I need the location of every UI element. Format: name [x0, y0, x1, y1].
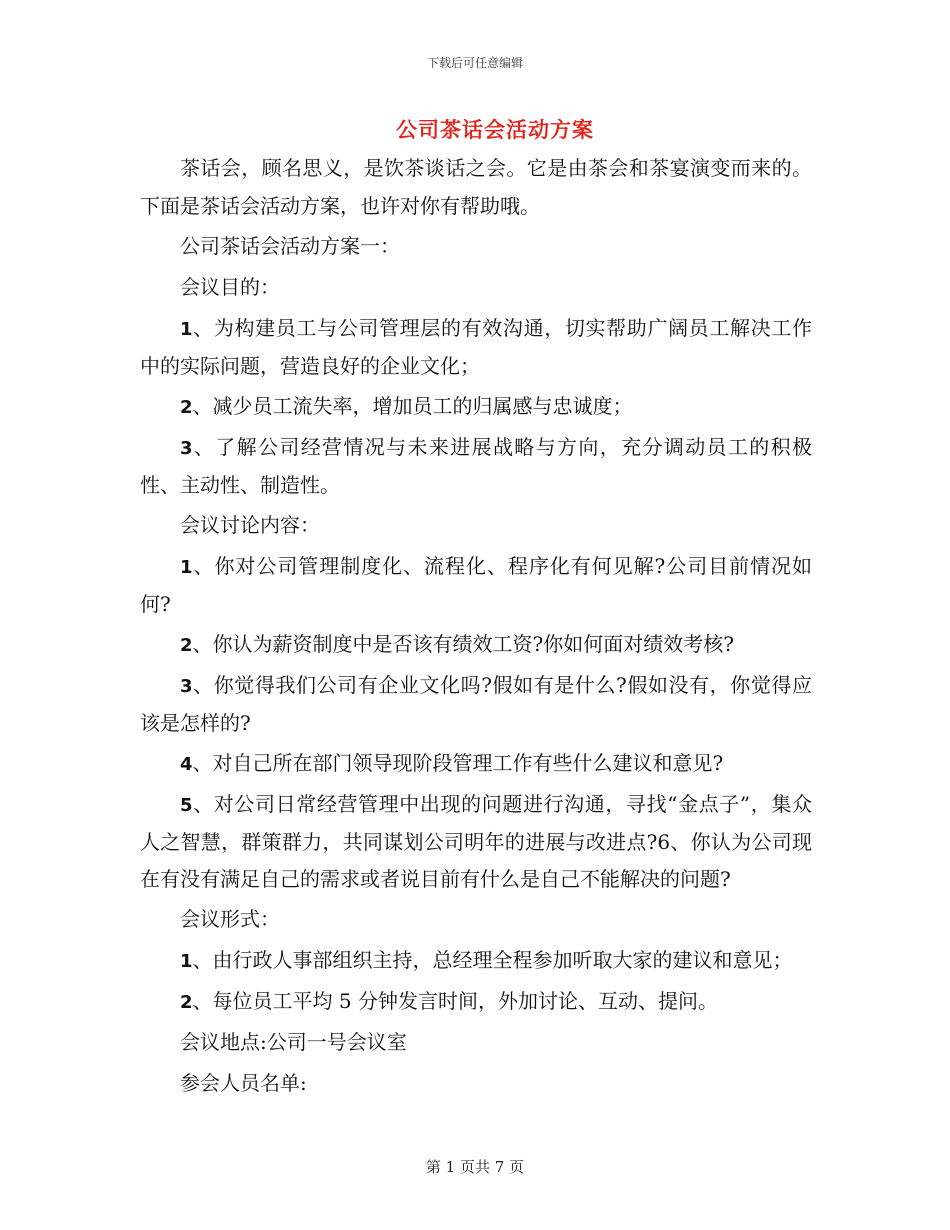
paragraph-text: 茶话会，顾名思义，是饮茶谈话之会。它是由茶会和茶宴演变而来的。下面是茶话会活动方案，也许对你有帮助哦。 — [140, 156, 812, 218]
paragraph — [140, 942, 812, 980]
paragraph — [140, 507, 812, 545]
paragraph-text: 、对公司日常经营管理中出现的问题进行沟通，寻找“金点子”，集众人之智慧，群策群力，共同谋划公司明年的进展与改进点?6、你认为公司现在有没有满足自己的需求或者说目前有什么是自己不能解决的问题? — [140, 792, 812, 891]
header-note: 下载后可任意编辑 — [426, 56, 523, 70]
paragraph — [140, 745, 812, 783]
paragraph — [140, 626, 812, 664]
paragraph-text: 、为构建员工与公司管理层的有效沟通，切实帮助广阔员工解决工作中的实际问题，营造良好的企业文化； — [140, 316, 812, 378]
paragraph-text: 、你认为薪资制度中是否该有绩效工资?你如何面对绩效考核? — [192, 632, 734, 656]
paragraph — [140, 429, 812, 504]
paragraph-text: 、由行政人事部组织主持，总经理全程参加听取大家的建议和意见； — [192, 948, 793, 972]
paragraph — [140, 548, 812, 623]
paragraph-text: 会议目的： — [180, 275, 280, 299]
paragraph-number: 2 — [180, 992, 193, 1013]
paragraph-text: 、每位员工平均 5 分钟发言时间，外加讨论、互动、提问。 — [192, 989, 718, 1013]
paragraph-text: 、你对公司管理制度化、流程化、程序化有何见解?公司目前情况如何? — [140, 554, 812, 616]
paragraph — [140, 901, 812, 939]
paragraph-number: 2 — [180, 397, 193, 418]
paragraph-text: 会议地点:公司一号会议室 — [180, 1030, 407, 1054]
paragraph — [140, 1065, 812, 1103]
paragraph-number: 2 — [180, 635, 193, 656]
page-footer: 第 1 页共 7 页 — [425, 1158, 525, 1176]
paragraph-text: 公司茶话会活动方案一： — [180, 234, 400, 258]
paragraph-number: 3 — [180, 676, 193, 697]
paragraph — [140, 786, 812, 898]
paragraph-text: 、对自己所在部门领导现阶段管理工作有些什么建议和意见? — [192, 751, 724, 775]
paragraph — [140, 228, 812, 266]
paragraph-number: 4 — [180, 754, 193, 775]
paragraph-number: 3 — [180, 438, 193, 459]
paragraph-text: 、了解公司经营情况与未来进展战略与方向，充分调动员工的积极性、主动性、制造性。 — [140, 435, 812, 497]
paragraph-number: 1 — [180, 951, 193, 972]
paragraph — [140, 983, 812, 1021]
paragraph — [140, 269, 812, 307]
paragraph — [140, 388, 812, 426]
paragraph — [140, 667, 812, 742]
paragraph-number: 1 — [180, 557, 193, 578]
paragraph-number: 5 — [180, 795, 193, 816]
paragraph-text: 、你觉得我们公司有企业文化吗?假如有是什么?假如没有，你觉得应该是怎样的? — [140, 673, 812, 735]
paragraph-text: 参会人员名单: — [180, 1071, 307, 1095]
paragraph-text: 会议形式： — [180, 907, 280, 931]
paragraph-number: 1 — [180, 319, 193, 340]
paragraph-text: 会议讨论内容： — [180, 513, 320, 537]
paragraph — [140, 1024, 812, 1062]
paragraph — [140, 310, 812, 385]
document-body — [140, 150, 812, 1106]
paragraph-text: 、减少员工流失率，增加员工的归属感与忠诚度； — [192, 394, 633, 418]
paragraph — [140, 150, 812, 225]
document-title: 公司茶话会活动方案 — [396, 117, 594, 142]
